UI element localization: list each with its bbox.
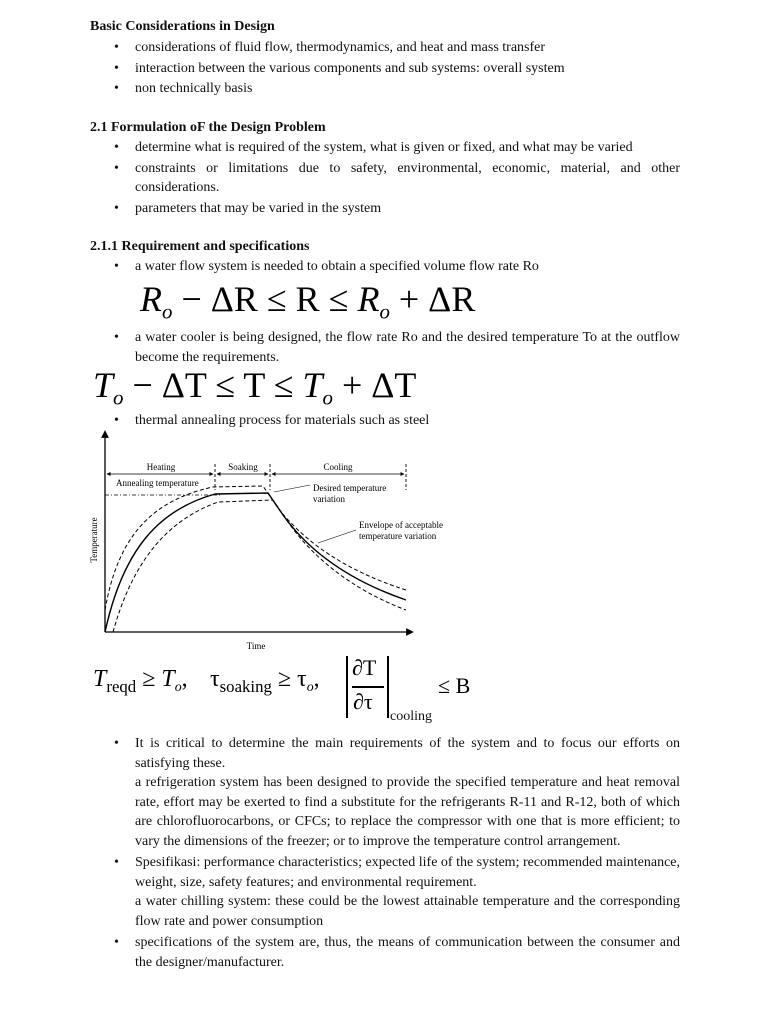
bullet-item: • considerations of fluid flow, thermodynamics, and heat and mass transfer — [90, 38, 680, 58]
bullet-item: • non technically basis — [90, 79, 680, 99]
bullet-item: • a water cooler is being designed, the flow rate Ro and the desired temperature To at the outflow become the requirements. — [90, 328, 680, 367]
section-heading: 2.1 Formulation oF the Design Problem — [90, 120, 326, 135]
equation-cooling-rate — [346, 653, 491, 725]
final-bullets — [90, 734, 680, 972]
derivative-denominator: ∂τ — [353, 689, 373, 714]
section-heading: Basic Considerations in Design — [90, 19, 275, 34]
desired-callout-line — [274, 485, 310, 492]
label-desired-2: variation — [313, 494, 345, 504]
bullet-text: Spesifikasi: performance characteristics; expected life of the system; recommended maintenance, weight, size, safety features; and environmental requirement. — [135, 855, 680, 890]
fraction-bar — [352, 686, 384, 688]
bullet-text: It is critical to determine the main requirements of the system and to focus our efforts on satisfying these. — [135, 736, 680, 771]
bullet-block-cooler — [90, 328, 680, 367]
bullet-item: • determine what is required of the system, what is given or fixed, and what may be varied — [90, 138, 680, 158]
equation-annealing-conditions: $T_{reqd} \ge T_o$, — [93, 666, 188, 696]
equation-soaking-condition: $\tau_{soaking} \ge \tau_o$, — [210, 666, 320, 696]
bullet-item: • thermal annealing process for materials such as steel — [90, 411, 680, 431]
desired-temperature-curve — [105, 493, 406, 632]
equation-temperature-range: $T_o - \Delta T \le T \le T_o + \Delta T$ — [93, 365, 417, 410]
label-cooling: Cooling — [323, 462, 353, 472]
abs-bar-left — [346, 656, 348, 718]
bullet-item: • a water flow system is needed to obtain a specified volume flow rate Ro — [90, 257, 680, 277]
bullet-item — [90, 853, 680, 931]
section-requirements — [90, 237, 680, 277]
label-heating: Heating — [146, 462, 176, 472]
bullet-item: • constraints or limitations due to safety, environmental, economic, material, and other considerations. — [90, 159, 680, 198]
label-annealing-temperature: Annealing temperature — [116, 478, 199, 488]
section-formulation — [90, 118, 680, 218]
bullet-extra-text: a refrigeration system has been designed to provide the specified temperature and heat removal rate, effort may be exerted to find a substitute for the refrigerants R-11 and R-12, both of which are chlorofluorocarbons, or CFCs; to replace the compressor with one that is more efficient; to vary the dimensions of the freezer; or to improve the temperature control arrangement. — [135, 775, 680, 849]
label-envelope-1: Envelope of acceptable — [359, 520, 443, 530]
label-envelope-2: temperature variation — [359, 531, 437, 541]
bullet-block-anneal — [90, 411, 680, 431]
bullet-item: • parameters that may be varied in the system — [90, 199, 680, 219]
label-desired-1: Desired temperature — [313, 483, 387, 493]
bullet-text: specifications of the system are, thus, the means of communication between the consumer and the designer/manufacturer. — [135, 935, 680, 970]
x-axis-label: Time — [246, 641, 266, 651]
derivative-numerator: ∂T — [352, 655, 377, 680]
y-axis-label: Temperature — [89, 517, 99, 563]
abs-bar-right — [387, 656, 389, 718]
envelope-callout-line — [318, 530, 356, 543]
bound-B: ≤ B — [438, 673, 471, 698]
bullet-extra-text: a water chilling system: these could be the lowest attainable temperature and the corresponding flow rate and power consumption — [135, 894, 680, 929]
equation-flow-rate-range: $R_o - \Delta R \le R \le R_o + \Delta R$ — [140, 279, 476, 324]
section-heading: 2.1.1 Requirement and specifications — [90, 239, 310, 254]
upper-envelope-curve — [105, 486, 406, 610]
label-soaking: Soaking — [228, 462, 258, 472]
section-basic-considerations — [90, 17, 680, 99]
bullet-item: • interaction between the various components and sub systems: overall system — [90, 59, 680, 79]
bullet-item — [90, 734, 680, 851]
derivative-eval-subscript: cooling — [390, 709, 432, 724]
bullet-item — [90, 933, 680, 972]
annealing-diagram — [88, 430, 443, 655]
